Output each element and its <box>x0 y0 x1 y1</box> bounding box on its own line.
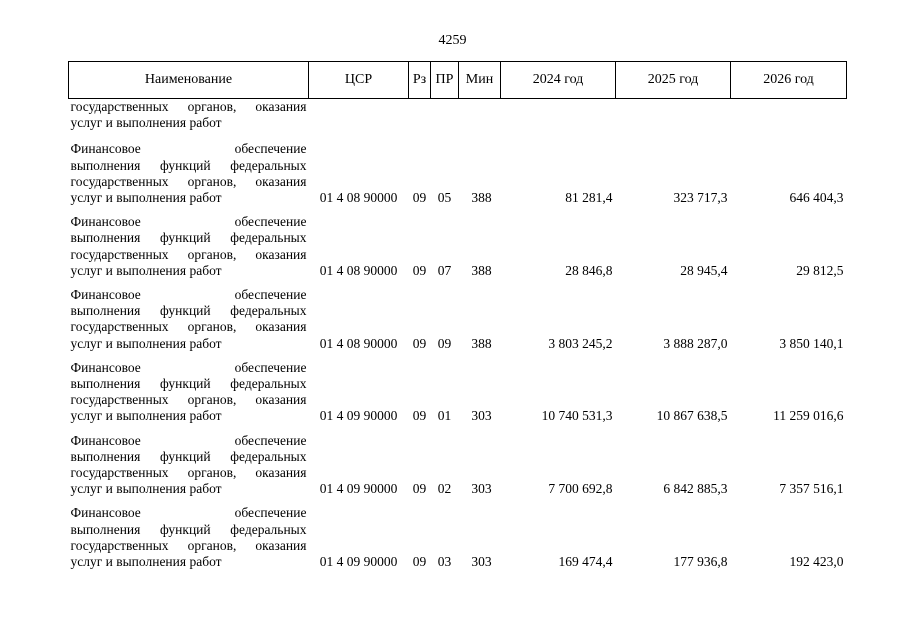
row-csr: 01 4 08 90000 <box>319 262 398 278</box>
row-name <box>69 433 309 506</box>
table-row <box>69 505 847 578</box>
row-rz: 09 <box>412 554 427 570</box>
row-2026: 192 423,0 <box>789 554 844 570</box>
name-line: выполнения функций федеральных <box>70 376 307 392</box>
row-min: 388 <box>471 190 492 206</box>
name-line: выполнения функций федеральных <box>70 303 307 319</box>
page-number: 4259 <box>438 33 467 48</box>
row-2024: 169 474,4 <box>558 554 613 570</box>
row-2024: 7 700 692,8 <box>548 481 613 497</box>
row-pr: 05 <box>437 190 452 206</box>
name-line: государственных органов, оказания <box>70 319 307 335</box>
name-line: услуг и выполнения работ <box>70 190 222 206</box>
row-csr: 01 4 09 90000 <box>319 554 398 570</box>
row-min: 303 <box>471 408 492 424</box>
header-name: Наименование <box>69 62 309 99</box>
name-line: государственных органов, оказания <box>70 537 307 553</box>
header-2024: 2024 год <box>501 62 616 99</box>
row-min: 388 <box>471 335 492 351</box>
name-line: Финансовое обеспечение <box>70 359 307 375</box>
row-2024: 10 740 531,3 <box>541 408 613 424</box>
name-line: государственных органов, оказания <box>70 173 307 189</box>
header-csr: ЦСР <box>309 62 409 99</box>
row-name <box>69 141 309 214</box>
row-2025: 3 888 287,0 <box>663 335 728 351</box>
row-2024: 81 281,4 <box>565 190 613 206</box>
row-min: 388 <box>471 262 492 278</box>
name-line: Финансовое обеспечение <box>70 432 307 448</box>
name-line: услуг и выполнения работ <box>70 115 222 131</box>
name-line: Финансовое обеспечение <box>70 141 307 157</box>
row-name <box>69 287 309 360</box>
table-row <box>69 360 847 433</box>
header-pr: ПР <box>431 62 459 99</box>
row-2026: 29 812,5 <box>796 262 844 278</box>
row-2025: 323 717,3 <box>673 190 728 206</box>
row-2025: 177 936,8 <box>673 554 728 570</box>
row-min: 303 <box>471 481 492 497</box>
row-csr: 01 4 08 90000 <box>319 190 398 206</box>
row-rz: 09 <box>412 408 427 424</box>
row-2024: 3 803 245,2 <box>548 335 613 351</box>
table-row <box>69 141 847 214</box>
row-rz: 09 <box>412 335 427 351</box>
name-line: Финансовое обеспечение <box>70 287 307 303</box>
name-line: выполнения функций федеральных <box>70 157 307 173</box>
header-min: Мин <box>459 62 501 99</box>
row-rz: 09 <box>412 481 427 497</box>
row-name <box>69 505 309 578</box>
name-line: государственных органов, оказания <box>70 99 307 114</box>
row-2026: 3 850 140,1 <box>779 335 844 351</box>
row-2026: 646 404,3 <box>789 190 844 206</box>
budget-table <box>68 61 847 578</box>
row-pr: 09 <box>437 335 452 351</box>
name-line: выполнения функций федеральных <box>70 448 307 464</box>
row-2026: 11 259 016,6 <box>773 408 844 424</box>
row-rz: 09 <box>412 190 427 206</box>
row-name <box>69 214 309 287</box>
name-line: государственных органов, оказания <box>70 246 307 262</box>
name-line: услуг и выполнения работ <box>70 481 222 497</box>
row-csr: 01 4 08 90000 <box>319 335 398 351</box>
row-2024: 28 846,8 <box>565 262 613 278</box>
row-2026: 7 357 516,1 <box>779 481 844 497</box>
header-2026: 2026 год <box>731 62 847 99</box>
row-min: 303 <box>471 554 492 570</box>
row-2025: 6 842 885,3 <box>663 481 728 497</box>
header-2025: 2025 год <box>616 62 731 99</box>
name-line: выполнения функций федеральных <box>70 521 307 537</box>
row-csr: 01 4 09 90000 <box>319 481 398 497</box>
table-header-row <box>69 62 847 99</box>
name-line: Финансовое обеспечение <box>70 505 307 521</box>
row-2025: 10 867 638,5 <box>656 408 728 424</box>
row-pr: 03 <box>437 554 452 570</box>
name-line: услуг и выполнения работ <box>70 554 222 570</box>
row-2025: 28 945,4 <box>680 262 728 278</box>
continuation-row <box>69 99 847 142</box>
row-pr: 07 <box>437 262 452 278</box>
name-line: услуг и выполнения работ <box>70 335 222 351</box>
name-line: государственных органов, оказания <box>70 465 307 481</box>
name-line: услуг и выполнения работ <box>70 408 222 424</box>
header-rz: Рз <box>409 62 431 99</box>
name-line: Финансовое обеспечение <box>70 214 307 230</box>
name-line: государственных органов, оказания <box>70 392 307 408</box>
table-row <box>69 287 847 360</box>
row-name <box>69 360 309 433</box>
table-row <box>69 433 847 506</box>
row-csr: 01 4 09 90000 <box>319 408 398 424</box>
table-row <box>69 214 847 287</box>
name-line: услуг и выполнения работ <box>70 262 222 278</box>
row-rz: 09 <box>412 262 427 278</box>
name-line: выполнения функций федеральных <box>70 230 307 246</box>
row-pr: 01 <box>437 408 452 424</box>
continuation-name <box>69 99 309 142</box>
row-pr: 02 <box>437 481 452 497</box>
